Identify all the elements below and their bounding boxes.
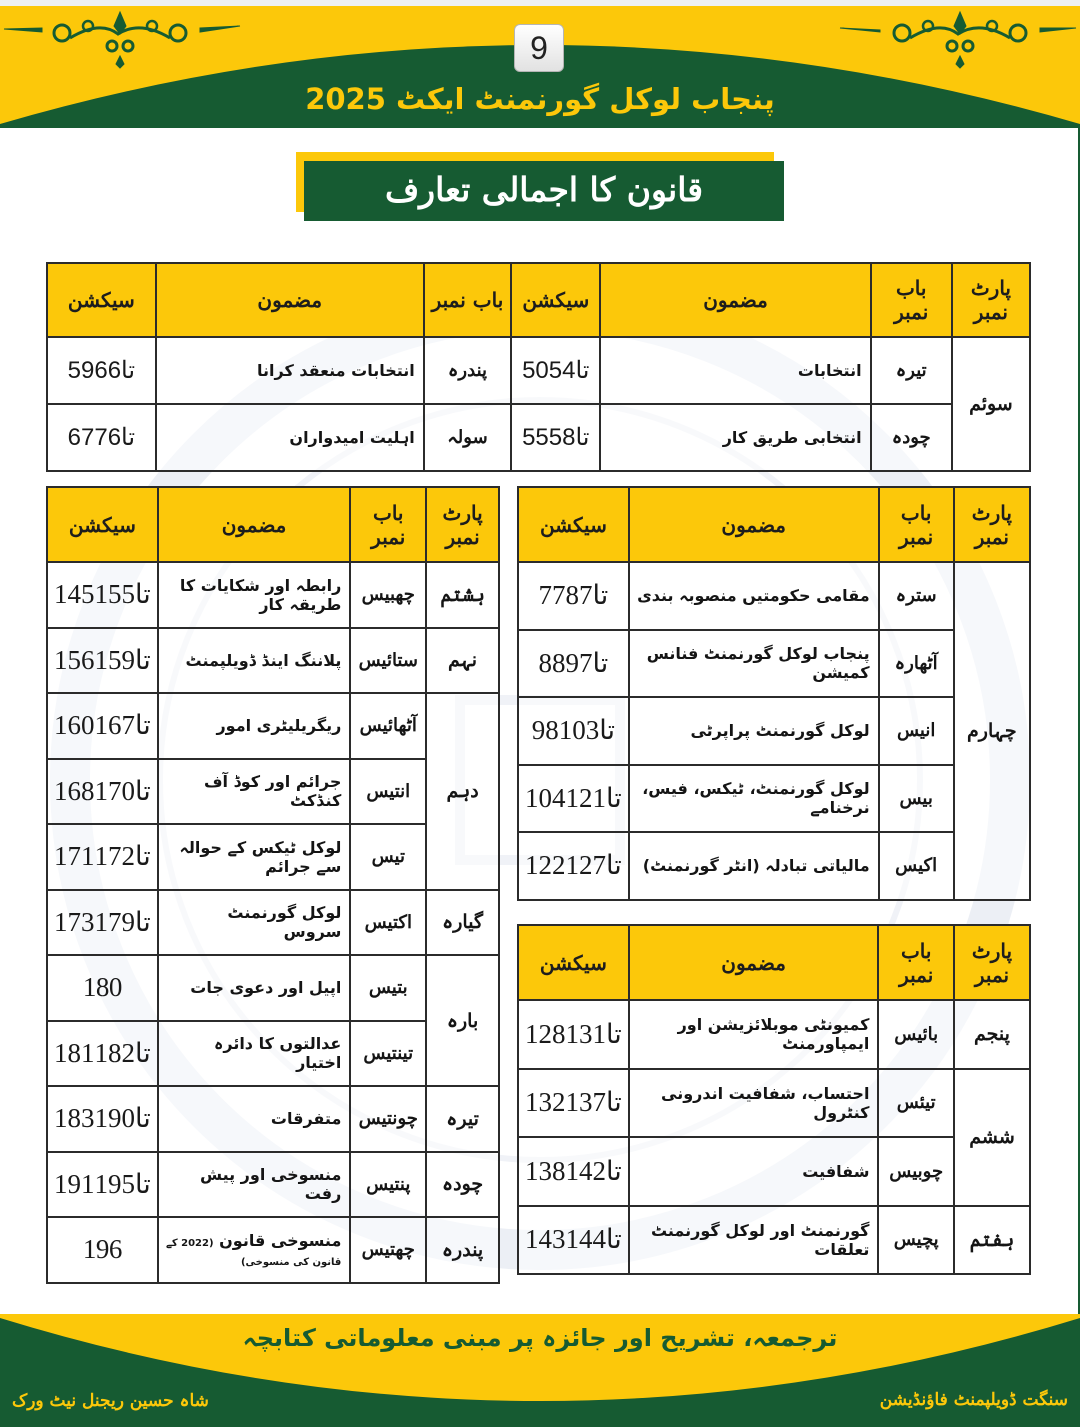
table-row — [47, 628, 499, 694]
part-cell: نہم — [426, 628, 499, 694]
chapter-cell: تیرہ — [871, 337, 952, 404]
subject-cell: اپیل اور دعوی جات — [158, 955, 351, 1021]
subject-cell: پنجاب لوکل گورنمنٹ فنانس کمیشن — [629, 630, 879, 698]
chapter-cell: ستائیس — [350, 628, 426, 694]
page-footer — [0, 1314, 1080, 1427]
subject-cell: انتخابات — [600, 337, 870, 404]
chapter-cell: تیئس — [878, 1069, 954, 1138]
column-header-chapter: باب نمبر — [878, 925, 954, 1000]
chapter-cell: پنتیس — [350, 1152, 426, 1218]
subject-cell: لوکل گورنمنٹ سروس — [158, 890, 351, 956]
part-cell: چہارم — [954, 562, 1030, 900]
chapter-cell: تینتیس — [350, 1021, 426, 1087]
part-cell: ہشتم — [426, 562, 499, 628]
section-cell: 59تا66 — [47, 337, 156, 404]
chapter-cell: چھتیس — [350, 1217, 426, 1283]
column-header-section: سیکشن — [511, 263, 600, 337]
section-cell: 180 — [47, 955, 158, 1021]
section-cell: 171تا172 — [47, 824, 158, 890]
section-cell: 132تا137 — [518, 1069, 629, 1138]
page-header — [0, 6, 1080, 128]
chapter-cell: چونتیس — [350, 1086, 426, 1152]
table-row — [518, 697, 1030, 765]
section-cell: 143تا144 — [518, 1206, 629, 1275]
column-header-part: پارٹ نمبر — [952, 263, 1030, 337]
part-cell: پنجم — [954, 1000, 1030, 1069]
right-ornament-icon — [840, 12, 1076, 68]
subject-cell: شفافیت — [629, 1137, 879, 1206]
table-row — [47, 1086, 499, 1152]
section-cell: 191تا195 — [47, 1152, 158, 1218]
section-cell: 183تا190 — [47, 1086, 158, 1152]
chapter-cell: اکتیس — [350, 890, 426, 956]
section-cell: 104تا121 — [518, 765, 629, 833]
chapter-cell: چوبیس — [878, 1137, 954, 1206]
subject-cell: جرائم اور کوڈ آف کنڈکٹ — [158, 759, 351, 825]
section-cell: 173تا179 — [47, 890, 158, 956]
part-cell: تیرہ — [426, 1086, 499, 1152]
section-cell: 160تا167 — [47, 693, 158, 759]
subject-cell: کمیونٹی موبلائزیشن اور ایمپاورمنٹ — [629, 1000, 879, 1069]
part-cell: چودہ — [426, 1152, 499, 1218]
subject-note: (2022 کے قانون کی منسوخی) — [165, 1237, 342, 1268]
section-cell: 98تا103 — [518, 697, 629, 765]
subject-cell: انتخابی طریق کار — [600, 404, 870, 471]
part-cell: دہم — [426, 693, 499, 890]
section-cell: 181تا182 — [47, 1021, 158, 1087]
subject-cell: مالیاتی تبادلہ (انٹر گورنمنٹ) — [629, 832, 879, 900]
chapter-cell: بائیس — [878, 1000, 954, 1069]
table-row — [47, 562, 499, 628]
section-cell: 50تا54 — [511, 337, 600, 404]
table-row — [47, 890, 499, 956]
section-cell: 145تا155 — [47, 562, 158, 628]
table-row — [518, 832, 1030, 900]
column-header-subject: مضمون — [600, 263, 870, 337]
subject-cell: احتساب، شفافیت اندرونی کنٹرول — [629, 1069, 879, 1138]
part-cell: ششم — [954, 1069, 1030, 1206]
table-row — [518, 765, 1030, 833]
column-header-section: سیکشن — [518, 925, 629, 1000]
subject-main: منسوخی قانون — [219, 1230, 342, 1250]
footer-organization-right: سنگت ڈویلپمنٹ فاؤنڈیشن — [879, 1390, 1068, 1410]
section-cell: 67تا76 — [47, 404, 156, 471]
table-row — [518, 1069, 1030, 1138]
chapter-cell: پندرہ — [424, 337, 511, 404]
chapter-cell: اکیس — [879, 832, 954, 900]
subject-cell: رابطہ اور شکایات کا طریقہ کار — [158, 562, 351, 628]
table-part-3 — [46, 262, 1031, 472]
section-cell: 196 — [47, 1217, 158, 1283]
chapter-cell: آٹھارہ — [879, 630, 954, 698]
table-row — [518, 1206, 1030, 1275]
table-row — [47, 404, 1030, 471]
section-cell: 77تا87 — [518, 562, 629, 630]
section-title: قانون کا اجمالی تعارف — [304, 161, 784, 221]
left-ornament-icon — [4, 12, 240, 68]
subject-cell: منسوخی اور پیش رفت — [158, 1152, 351, 1218]
section-cell: 55تا58 — [511, 404, 600, 471]
subject-cell: لوکل گورنمنٹ، ٹیکس، فیس، نرخنامے — [629, 765, 879, 833]
chapter-cell: سولہ — [424, 404, 511, 471]
table-row — [47, 955, 499, 1021]
subject-cell: ریگریلیٹری امور — [158, 693, 351, 759]
page-number-badge: 9 — [514, 24, 564, 72]
section-cell: 168تا170 — [47, 759, 158, 825]
subject-cell: لوکل گورنمنٹ پراپرٹی — [629, 697, 879, 765]
table-row — [518, 1137, 1030, 1206]
section-cell: 156تا159 — [47, 628, 158, 694]
column-header-chapter: باب نمبر — [424, 263, 511, 337]
column-header-section: سیکشن — [518, 487, 629, 562]
chapter-cell: چودہ — [871, 404, 952, 471]
chapter-cell: تیس — [350, 824, 426, 890]
column-header-subject: مضمون — [629, 487, 879, 562]
column-header-part: پارٹ نمبر — [954, 925, 1030, 1000]
table-row — [518, 562, 1030, 630]
table-header-row — [47, 487, 499, 562]
chapter-cell: انیس — [879, 697, 954, 765]
part-cell: گیارہ — [426, 890, 499, 956]
section-cell: 128تا131 — [518, 1000, 629, 1069]
section-cell: 138تا142 — [518, 1137, 629, 1206]
table-row — [47, 337, 1030, 404]
footer-title: ترجمعہ، تشریح اور جائزہ پر مبنی معلوماتی کتابچہ — [242, 1324, 838, 1352]
document-title: پنجاب لوکل گورنمنٹ ایکٹ 2025 — [305, 82, 775, 116]
subject-cell: لوکل ٹیکس کے حوالہ سے جرائم — [158, 824, 351, 890]
subject-cell: انتخابات منعقد کرانا — [156, 337, 424, 404]
table-row — [47, 1217, 499, 1283]
column-header-section: سیکشن — [47, 263, 156, 337]
subject-cell: اہلیت امیدواران — [156, 404, 424, 471]
chapter-cell: آٹھائیس — [350, 693, 426, 759]
column-header-chapter: باب نمبر — [871, 263, 952, 337]
chapter-cell: انتیس — [350, 759, 426, 825]
column-header-section: سیکشن — [47, 487, 158, 562]
column-header-subject: مضمون — [156, 263, 424, 337]
column-header-chapter: باب نمبر — [879, 487, 954, 562]
table-row — [47, 1152, 499, 1218]
section-cell: 88تا97 — [518, 630, 629, 698]
table-header-row — [518, 925, 1030, 1000]
table-header-row — [47, 263, 1030, 337]
column-header-subject: مضمون — [158, 487, 351, 562]
table-row — [518, 630, 1030, 698]
chapter-cell: پچیس — [878, 1206, 954, 1275]
table-row — [518, 1000, 1030, 1069]
chapter-cell: چھبیس — [350, 562, 426, 628]
chapter-cell: سترہ — [879, 562, 954, 630]
subject-cell: گورنمنٹ اور لوکل گورنمنٹ تعلقات — [629, 1206, 879, 1275]
column-header-chapter: باب نمبر — [350, 487, 426, 562]
part-cell: بارہ — [426, 955, 499, 1086]
chapter-cell: بتیس — [350, 955, 426, 1021]
footer-organization-left: شاہ حسین ریجنل نیٹ ورک — [12, 1391, 209, 1411]
subject-cell: مقامی حکومتیں منصوبہ بندی — [629, 562, 879, 630]
subject-cell: پلاننگ اینڈ ڈویلپمنٹ — [158, 628, 351, 694]
section-cell: 122تا127 — [518, 832, 629, 900]
table-parts-8-15 — [46, 486, 500, 1284]
column-header-subject: مضمون — [629, 925, 879, 1000]
table-header-row — [518, 487, 1030, 562]
part-cell: سوئم — [952, 337, 1030, 471]
column-header-part: پارٹ نمبر — [954, 487, 1030, 562]
part-cell: ہفتم — [954, 1206, 1030, 1275]
table-part-4 — [517, 486, 1031, 901]
subject-cell: عدالتوں کا دائرہ اختیار — [158, 1021, 351, 1087]
column-header-part: پارٹ نمبر — [426, 487, 499, 562]
table-row — [47, 693, 499, 759]
subject-cell — [158, 1217, 351, 1283]
chapter-cell: بیس — [879, 765, 954, 833]
part-cell: پندرہ — [426, 1217, 499, 1283]
table-parts-5-7 — [517, 924, 1031, 1275]
subject-cell: متفرقات — [158, 1086, 351, 1152]
